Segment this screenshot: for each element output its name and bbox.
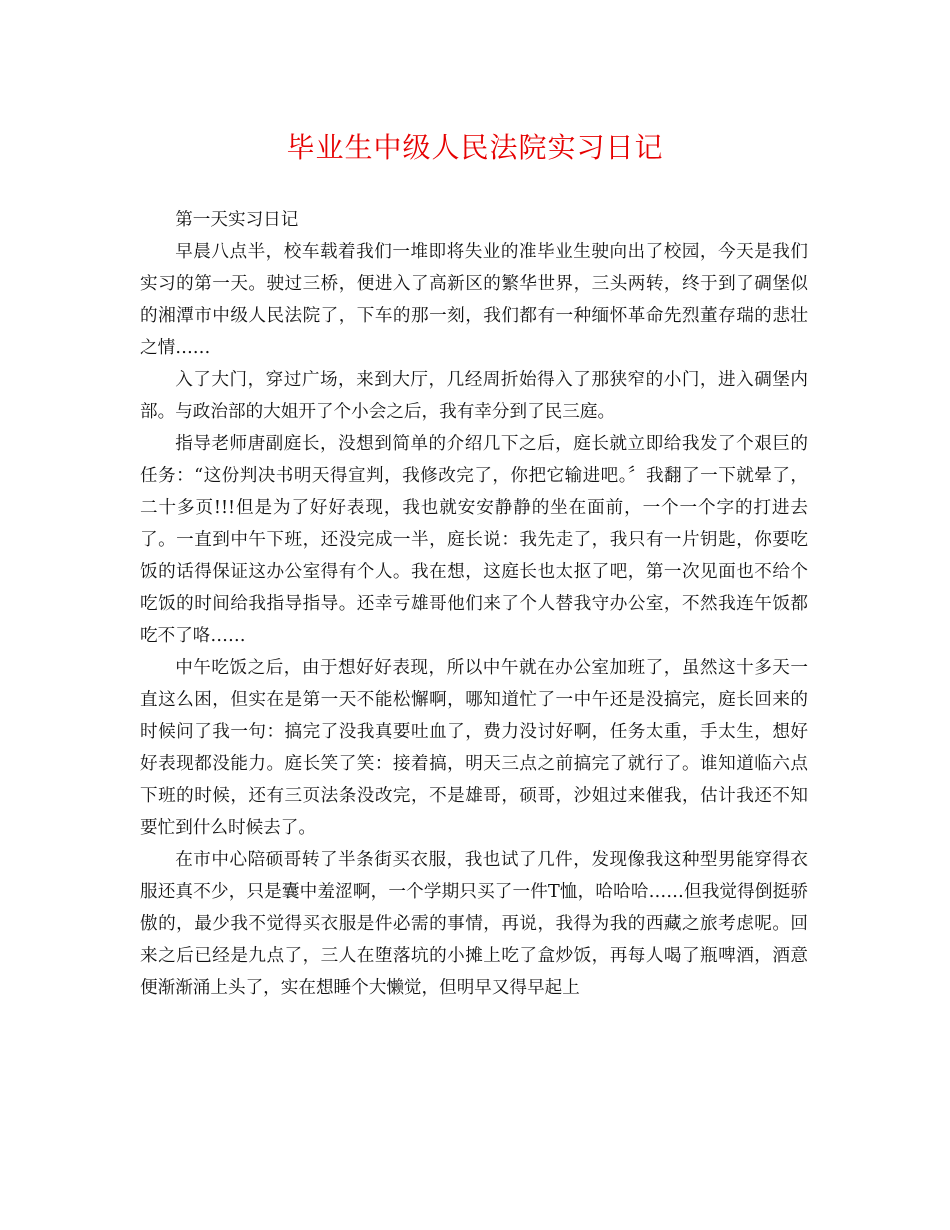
- paragraph-afternoon: 中午吃饭之后，由于想好好表现，所以中午就在办公室加班了，虽然这十多天一直这么困，但实在是第一天不能松懈啊，哪知道忙了一中午还是没搞完，庭长回来的时候问了我一句：搞完了没我真要吐血了，费力没讨好啊，任务太重，手太生，想好好表现都没能力。庭长笑了笑：接着搞，明天三点之前搞完了就行了。谁知道临六点下班的时候，还有三页法条没改完，不是雄哥，硕哥，沙姐过来催我，估计我还不知要忙到什么时候去了。: [140, 658, 808, 838]
- document-body: [140, 204, 808, 1004]
- paragraph-assignment: 指导老师唐副庭长，没想到简单的介绍几下之后，庭长就立即给我发了个艰巨的任务：“这份判决书明天得宣判，我修改完了，你把它输进吧。〞我翻了一下就晕了，二十多页!!!但是为了好好表现，我也就安安静静的坐在面前，一个一个字的打进去了。一直到中午下班，还没完成一半，庭长说：我先走了，我只有一片钥匙，你要吃饭的话得保证这办公室得有个人。我在想，这庭长也太抠了吧，第一次见面也不给个吃饭的时间给我指导指导。还幸亏雄哥他们来了个人替我守办公室，不然我连午饭都吃不了咯……: [140, 434, 808, 646]
- paragraph-heading-day-one: 第一天实习日记: [175, 210, 299, 230]
- paragraph-entrance: 入了大门，穿过广场，来到大厅，几经周折始得入了那狭窄的小门，进入碉堡内部。与政治部的大姐开了个小会之后，我有幸分到了民三庭。: [140, 370, 808, 422]
- paragraph-morning: 早晨八点半，校车载着我们一堆即将失业的准毕业生驶向出了校园，今天是我们实习的第一天。驶过三桥，便进入了高新区的繁华世界，三头两转，终于到了碉堡似的湘潭市中级人民法院了，下车的那一刻，我们都有一种缅怀革命先烈董存瑞的悲壮之情……: [140, 242, 808, 358]
- document-title: 毕业生中级人民法院实习日记: [286, 131, 664, 164]
- paragraph-evening: 在市中心陪硕哥转了半条街买衣服，我也试了几件，发现像我这种型男能穿得衣服还真不少，只是囊中羞涩啊，一个学期只买了一件T恤，哈哈哈……但我觉得倒挺骄傲的，最少我不觉得买衣服是件必需的事情，再说，我得为我的西藏之旅考虑呢。回来之后已经是九点了，三人在堕落坑的小摊上吃了盒炒饭，再每人喝了瓶啤酒，酒意便渐渐涌上头了，实在想睡个大懒觉，但明早又得早起上: [140, 850, 808, 998]
